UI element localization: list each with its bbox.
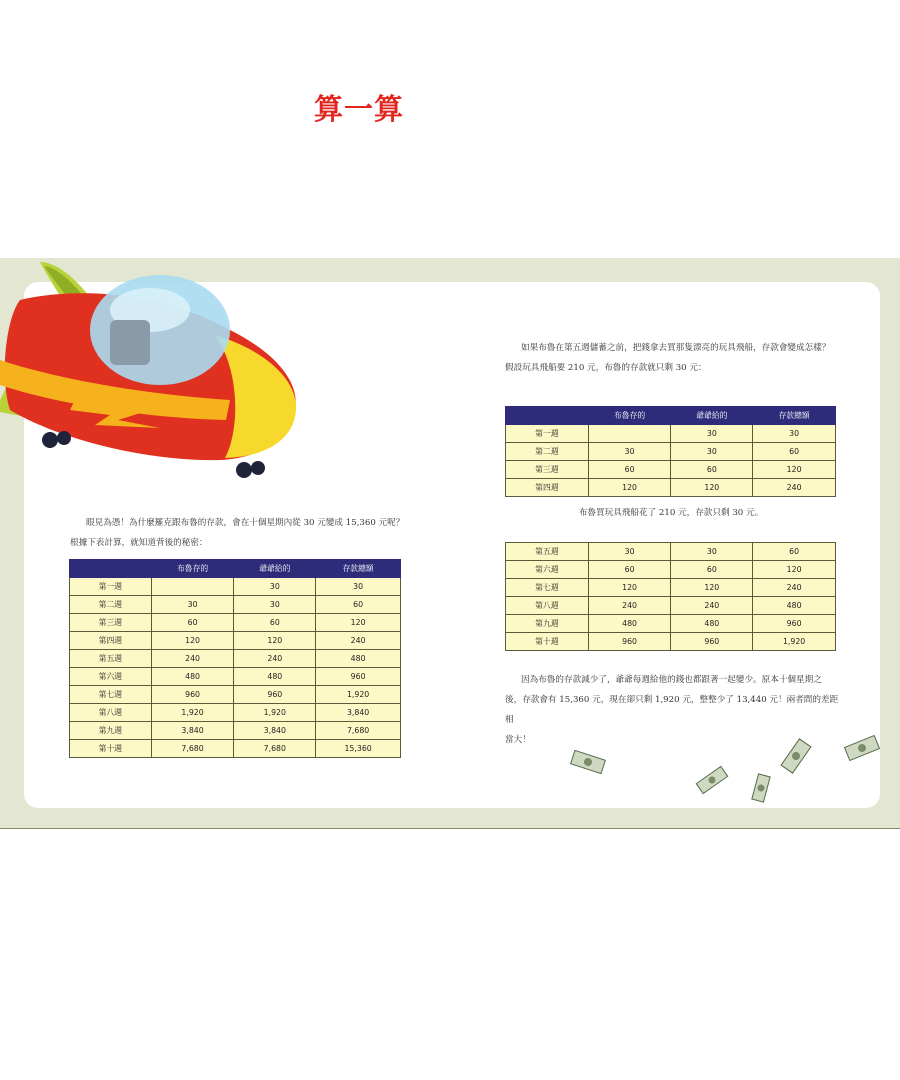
table-row bbox=[70, 686, 401, 704]
table-cell: 60 bbox=[316, 596, 401, 614]
week-label-cell: 第七週 bbox=[70, 686, 152, 704]
table-cell: 60 bbox=[151, 614, 234, 632]
money-bill-icon bbox=[694, 764, 730, 796]
table-cell: 120 bbox=[671, 479, 753, 497]
table-cell: 120 bbox=[753, 461, 836, 479]
table-cell: 7,680 bbox=[234, 740, 316, 758]
table-header-cell bbox=[506, 407, 589, 425]
table-cell: 60 bbox=[671, 461, 753, 479]
week-label-cell: 第四週 bbox=[70, 632, 152, 650]
table-cell: 480 bbox=[671, 615, 753, 633]
table-cell: 30 bbox=[234, 578, 316, 596]
table-cell: 240 bbox=[753, 479, 836, 497]
table-cell: 7,680 bbox=[151, 740, 234, 758]
table-cell: 30 bbox=[753, 425, 836, 443]
table-row bbox=[70, 650, 401, 668]
table-header-cell bbox=[70, 560, 152, 578]
table-row bbox=[70, 704, 401, 722]
table-row bbox=[506, 479, 836, 497]
week-label-cell: 第九週 bbox=[506, 615, 589, 633]
table-cell: 30 bbox=[671, 543, 753, 561]
week-label-cell: 第十週 bbox=[70, 740, 152, 758]
right-outro-line1: 因為布魯的存款減少了，爺爺每週給他的錢也都跟著一起變少。原本十個星期之 bbox=[521, 675, 822, 685]
table-cell: 240 bbox=[316, 632, 401, 650]
week-label-cell: 第六週 bbox=[70, 668, 152, 686]
table-cell: 60 bbox=[234, 614, 316, 632]
table-cell: 480 bbox=[753, 597, 836, 615]
table-row bbox=[506, 543, 836, 561]
week-label-cell: 第五週 bbox=[70, 650, 152, 668]
table-cell: 30 bbox=[151, 596, 234, 614]
rocket-wheel bbox=[42, 432, 58, 448]
week-label-cell: 第二週 bbox=[70, 596, 152, 614]
rocket-illustration bbox=[0, 0, 320, 490]
table-cell: 240 bbox=[588, 597, 671, 615]
right-intro-line2: 假設玩具飛船要 210 元，布魯的存款就只剩 30 元： bbox=[505, 363, 707, 373]
money-bill-icon bbox=[842, 732, 882, 764]
table-cell: 120 bbox=[151, 632, 234, 650]
table-cell: 480 bbox=[588, 615, 671, 633]
week-label-cell: 第五週 bbox=[506, 543, 589, 561]
table-cell: 120 bbox=[588, 579, 671, 597]
table-row bbox=[70, 722, 401, 740]
week-label-cell: 第十週 bbox=[506, 633, 589, 651]
page-title: 算一算 bbox=[314, 92, 405, 126]
table-cell: 30 bbox=[588, 443, 671, 461]
table-header-cell: 布魯存的 bbox=[588, 407, 671, 425]
table-cell: 240 bbox=[151, 650, 234, 668]
right-outro-line2: 後，存款會有 15,360 元，現在卻只剩 1,920 元，整整少了 13,440 元！兩者間的差距相 bbox=[505, 695, 839, 725]
table-row bbox=[506, 633, 836, 651]
table-cell: 120 bbox=[316, 614, 401, 632]
week-label-cell: 第八週 bbox=[70, 704, 152, 722]
week-label-cell: 第二週 bbox=[506, 443, 589, 461]
right-savings-table-bottom bbox=[505, 542, 836, 651]
table-cell: 60 bbox=[671, 561, 753, 579]
table-cell bbox=[588, 425, 671, 443]
table-cell: 30 bbox=[234, 596, 316, 614]
table-cell: 120 bbox=[588, 479, 671, 497]
week-label-cell: 第六週 bbox=[506, 561, 589, 579]
table-row bbox=[70, 668, 401, 686]
table-header-cell: 布魯存的 bbox=[151, 560, 234, 578]
table-cell: 30 bbox=[671, 425, 753, 443]
purchase-note: 布魯買玩具飛船花了 210 元，存款只剩 30 元。 bbox=[578, 508, 764, 518]
table-cell: 480 bbox=[316, 650, 401, 668]
table-cell: 3,840 bbox=[316, 704, 401, 722]
table-header-cell: 爺爺給的 bbox=[234, 560, 316, 578]
table-cell: 7,680 bbox=[316, 722, 401, 740]
table-row bbox=[506, 461, 836, 479]
table-cell: 120 bbox=[671, 579, 753, 597]
table-cell: 1,920 bbox=[316, 686, 401, 704]
left-intro-line2: 根據下表計算，就知道背後的秘密： bbox=[70, 538, 208, 548]
table-header-row bbox=[70, 560, 401, 578]
right-intro bbox=[505, 338, 845, 378]
table-cell bbox=[151, 578, 234, 596]
left-intro-line1: 眼見為憑！為什麼羅克跟布魯的存款，會在十個星期內從 30 元變成 15,360 元呢？ bbox=[86, 518, 405, 528]
table-cell: 60 bbox=[588, 561, 671, 579]
table-row bbox=[506, 579, 836, 597]
table-row bbox=[506, 561, 836, 579]
week-label-cell: 第七週 bbox=[506, 579, 589, 597]
table-header-cell: 存款總額 bbox=[753, 407, 836, 425]
money-bill-icon bbox=[568, 748, 608, 776]
left-savings-table bbox=[69, 559, 401, 758]
money-bill-icon bbox=[778, 736, 814, 776]
table-row bbox=[70, 578, 401, 596]
table-row bbox=[506, 597, 836, 615]
table-cell: 30 bbox=[316, 578, 401, 596]
table-cell: 960 bbox=[234, 686, 316, 704]
table-header-row bbox=[506, 407, 836, 425]
week-label-cell: 第四週 bbox=[506, 479, 589, 497]
week-label-cell: 第一週 bbox=[70, 578, 152, 596]
table-cell: 240 bbox=[753, 579, 836, 597]
table-row bbox=[506, 443, 836, 461]
table-header-cell: 爺爺給的 bbox=[671, 407, 753, 425]
table-cell: 3,840 bbox=[151, 722, 234, 740]
table-cell: 3,840 bbox=[234, 722, 316, 740]
table-cell: 1,920 bbox=[753, 633, 836, 651]
table-cell: 15,360 bbox=[316, 740, 401, 758]
table-cell: 120 bbox=[234, 632, 316, 650]
table-row bbox=[506, 425, 836, 443]
table-cell: 960 bbox=[588, 633, 671, 651]
week-label-cell: 第一週 bbox=[506, 425, 589, 443]
table-cell: 240 bbox=[234, 650, 316, 668]
table-cell: 60 bbox=[588, 461, 671, 479]
table-cell: 240 bbox=[671, 597, 753, 615]
table-cell: 30 bbox=[671, 443, 753, 461]
table-row bbox=[70, 614, 401, 632]
week-label-cell: 第八週 bbox=[506, 597, 589, 615]
right-savings-table-top bbox=[505, 406, 836, 497]
table-cell: 480 bbox=[151, 668, 234, 686]
table-row bbox=[70, 632, 401, 650]
week-label-cell: 第三週 bbox=[70, 614, 152, 632]
table-cell: 120 bbox=[753, 561, 836, 579]
table-cell: 960 bbox=[316, 668, 401, 686]
table-row bbox=[70, 740, 401, 758]
left-intro bbox=[70, 513, 410, 553]
table-cell: 60 bbox=[753, 443, 836, 461]
table-cell: 480 bbox=[234, 668, 316, 686]
table-cell: 1,920 bbox=[234, 704, 316, 722]
week-label-cell: 第三週 bbox=[506, 461, 589, 479]
table-cell: 960 bbox=[753, 615, 836, 633]
right-outro-line3: 當大！ bbox=[505, 735, 531, 745]
table-cell: 30 bbox=[588, 543, 671, 561]
week-label-cell: 第九週 bbox=[70, 722, 152, 740]
table-cell: 960 bbox=[151, 686, 234, 704]
table-row bbox=[506, 615, 836, 633]
right-intro-line1: 如果布魯在第五週儲蓄之前，把錢拿去買那隻漂亮的玩具飛船，存款會變成怎樣？ bbox=[521, 343, 831, 353]
table-cell: 960 bbox=[671, 633, 753, 651]
table-header-cell: 存款總額 bbox=[316, 560, 401, 578]
money-bill-icon bbox=[748, 772, 774, 804]
table-row bbox=[70, 596, 401, 614]
rocket-seat bbox=[110, 320, 150, 365]
table-cell: 60 bbox=[753, 543, 836, 561]
table-cell: 1,920 bbox=[151, 704, 234, 722]
